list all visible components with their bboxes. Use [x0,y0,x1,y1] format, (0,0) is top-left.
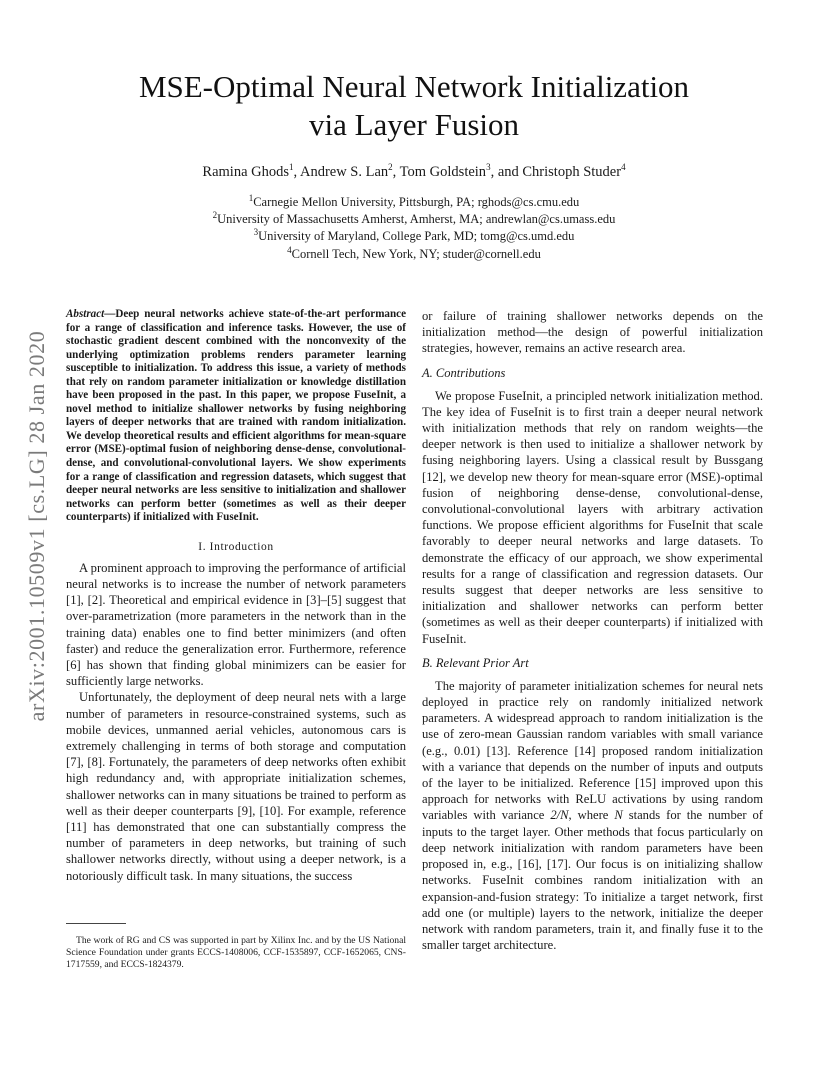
variance-formula: 2/N [550,808,569,823]
affiliation-3 [0,228,828,245]
contributions-paragraph: We propose FuseInit, a principled network initialization method. The key idea of FuseInit is to first train a deeper neural network with initialization methods that rely on random weights—the deeper network is then used to initialize a shallower network by fusing neighboring layers. Using a classical result by Bussgang [12], we develop new theory for mean-square error (MSE)-optimal fusion of neighboring dense-dense, convolutional-dense, convolutional-convolutional layers with arbitrary activation functions. We propose efficient algorithms for FuseInit that scale favorably to deeper neural networks and large datasets. To demonstrate the efficacy of our approach, we show experimental results for a range of classification and regression datasets. Our results suggest that deeper networks are less sensitive to initialization and shallower networks can perform better (sometimes as well as their deeper counterparts) if initialized with FuseInit. [422,388,763,646]
affiliation-list [0,194,828,263]
affiliation-mark: 2 [212,210,218,221]
affiliation-mark: 3 [253,227,259,238]
section-heading-introduction: I. Introduction [198,540,274,553]
title-line-1: MSE-Optimal Neural Network Initialization [138,69,690,104]
affiliation-text: University of Massachusetts Amherst, Amherst, MA; andrewlan@cs.umass.edu [217,212,616,227]
author-3: Tom Goldstein [399,164,487,180]
paper-title [0,68,828,144]
prior-art-text-d: stands for the number of inputs to the target layer. Other methods that focus particularly on deep network initialization with random parameters have been proposed in, e.g., [16], [17]. Our focus is on initializing shallow networks. FuseInit combines random initialization with an expansion-and-fusion strategy: To initialize a target network, first add one (or multiple) layers to the network, initialize the deeper network with random parameters, train it, and finally fuse it to the smaller target architecture. [422,808,763,953]
affiliation-text: University of Maryland, College Park, MD; tomg@cs.umd.edu [258,229,575,244]
left-column [66,308,406,884]
math-symbol-n: N [614,808,623,823]
prior-art-paragraph [422,678,763,953]
intro-paragraph-2: Unfortunately, the deployment of deep neural nets with a large number of parameters in resource-constrained systems, such as mobile devices, unmanned aerial vehicles, autonomous cars is extremely challenging in terms of both storage and computation [7], [8]. Fortunately, the parameters of deep networks often exhibit high redundancy and, with appropriate initialization schemes, shallower networks can in many situations be trained to perform as well as their deeper counterparts [9], [10]. For example, reference [11] has demonstrated that one can substantially compress the number of parameters in deep networks, but training of such shallower networks directly, without using a deeper network, is a notoriously difficult task. In many situations, the success [66,690,406,883]
intro-paragraph-1: A prominent approach to improving the performance of artificial neural networks is to increase the number of network parameters [1], [2]. Theoretical and empirical evidence in [3]–[5] suggest that over-parametrization (more parameters in the network than in the training data) enables one to find better minimizers (and often faster) and reduce the generalization error. Furthermore, reference [6] has shown that finding global minimizers can be easier for sufficiently large networks. [66,560,406,689]
author-separator: , [293,164,300,180]
intro-paragraph-3: or failure of training shallower networks depends on the initialization method—the design of powerful initialization strategies, however, remains an active research area. [422,309,763,356]
author-1-mark: 1 [289,162,294,173]
footnote-rule [66,923,126,924]
affiliation-4 [0,246,828,263]
prior-art-text-a: The majority of parameter initialization schemes for neural nets deployed in practice rely on randomly initialized network parameters. A widespread approach to random initialization is the use of zero-mean Gaussian random variables with small variance (e.g., [422,678,763,758]
affiliation-text: Carnegie Mellon University, Pittsburgh, PA; rghods@cs.cmu.edu [253,195,580,209]
funding-footnote: The work of RG and CS was supported in part by Xilinx Inc. and by the US National Science Foundation under grants ECCS-1408006, CCF-1535897, CCF-1652065, CNS-1717559, and ECCS-1824379. [66,935,406,970]
author-2-mark: 2 [388,162,393,173]
arxiv-sidebar-stamp [26,292,48,760]
prior-art-text-c: , where [568,808,615,823]
subsection-heading-prior-art: B. Relevant Prior Art [422,655,529,670]
right-column [422,308,763,953]
affiliation-1 [0,194,828,211]
abstract-label: Abstract [66,308,105,320]
abstract-text: —Deep neural networks achieve state-of-the-art performance for a range of classification and inference tasks. However, the use of stochastic gradient descent combined with the nonconvexity of the underlying optimization problems renders parameter learning susceptible to initialization. To address this issue, a variety of methods that rely on random parameter initialization or knowledge distillation have been proposed in the past. In this paper, we propose FuseInit, a novel method to initialize shallower networks by fusing neighboring layers of deeper networks that are trained with random initialization. We develop theoretical results and efficient algorithms for mean-square error (MSE)-optimal fusion of neighboring dense-dense, convolutional-dense, and convolutional-convolutional layers. We show experiments for a range of classification and regression datasets, which suggest that deeper neural networks are less sensitive to initialization and shallower networks can perform better (sometimes as well as their deeper counterparts) if initialized with FuseInit. [66,308,406,524]
author-4: Christoph Studer [522,164,622,180]
author-4-mark: 4 [621,162,626,173]
affiliation-mark: 1 [248,192,254,203]
author-3-mark: 3 [486,162,491,173]
author-separator: , and [490,164,523,180]
author-1: Ramina Ghods [202,164,290,180]
affiliation-2 [0,211,828,228]
affiliation-mark: 4 [287,244,292,255]
prior-art-text-b: ) [13]. Reference [14] proposed random initialization with a variance that depends on the number of inputs and outputs of the layer to be initialized. Reference [15] improved upon this approach for networks with ReLU activations by using random variables with variance [422,743,763,823]
title-line-2: via Layer Fusion [308,107,520,142]
affiliation-text: Cornell Tech, New York, NY; studer@cornell.edu [291,246,541,261]
subsection-heading-contributions: A. Contributions [422,365,506,380]
author-list [0,163,828,181]
author-separator: , [392,164,400,180]
arxiv-identifier: arXiv:2001.10509v1 [cs.LG] 28 Jan 2020 [24,330,49,722]
abstract [66,308,406,525]
variance-value: 0.01 [453,743,476,758]
author-2: Andrew S. Lan [299,164,389,180]
